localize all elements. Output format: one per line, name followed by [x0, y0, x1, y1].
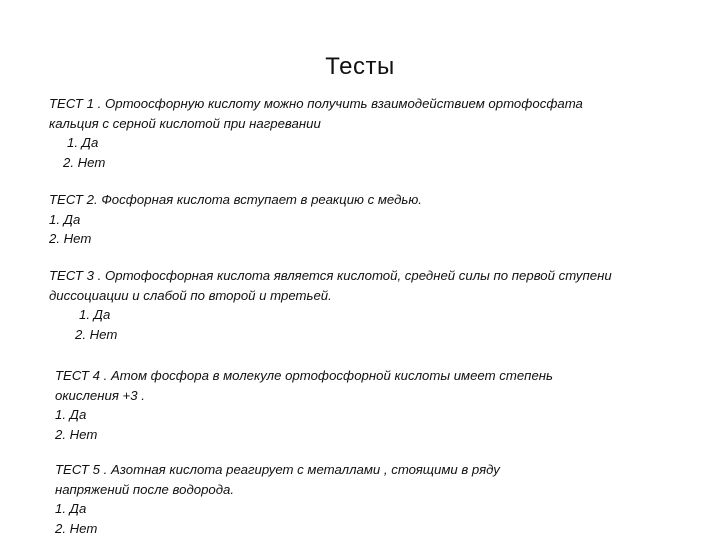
answer-option-yes: 1. Да — [49, 211, 81, 227]
answer-option-yes: 1. Да — [67, 135, 99, 150]
answer-option-no: 2. Нет — [55, 426, 98, 442]
question-line: кальция с серной кислотой при нагревании — [49, 115, 321, 131]
answer-option-no: 2. Нет — [75, 326, 118, 342]
test-block-4 — [55, 366, 655, 444]
question-line: окисления +3 . — [55, 387, 145, 403]
question-line: напряжений после водорода. — [55, 481, 235, 497]
question-line: ТЕСТ 3 . Ортофосфорная кислота является кислотой, средней силы по первой ступени — [49, 268, 612, 283]
question-line: ТЕСТ 2. Фосфорная кислота вступает в реакцию с медью. — [49, 192, 422, 207]
answer-option-yes: 1. Да — [79, 307, 111, 322]
question-line: диссоциации и слабой по второй и третьей. — [49, 287, 332, 303]
answer-option-no: 2. Нет — [63, 154, 106, 170]
answer-option-no: 2. Нет — [55, 520, 98, 536]
test-block-5 — [55, 460, 655, 538]
test-block-2 — [49, 190, 674, 249]
question-line: ТЕСТ 1 . Ортоосфорную кислоту можно получить взаимодействием ортофосфата — [49, 96, 583, 111]
answer-option-no: 2. Нет — [49, 231, 92, 246]
test-block-3 — [49, 266, 689, 344]
page-title: Тесты — [325, 53, 395, 80]
question-line: ТЕСТ 5 . Азотная кислота реагирует с металлами , стоящими в ряду — [55, 462, 500, 477]
answer-option-yes: 1. Да — [55, 501, 87, 516]
test-block-1 — [49, 94, 674, 172]
answer-option-yes: 1. Да — [55, 407, 87, 422]
question-line: ТЕСТ 4 . Атом фосфора в молекуле ортофосфорной кислоты имеет степень — [55, 368, 553, 383]
